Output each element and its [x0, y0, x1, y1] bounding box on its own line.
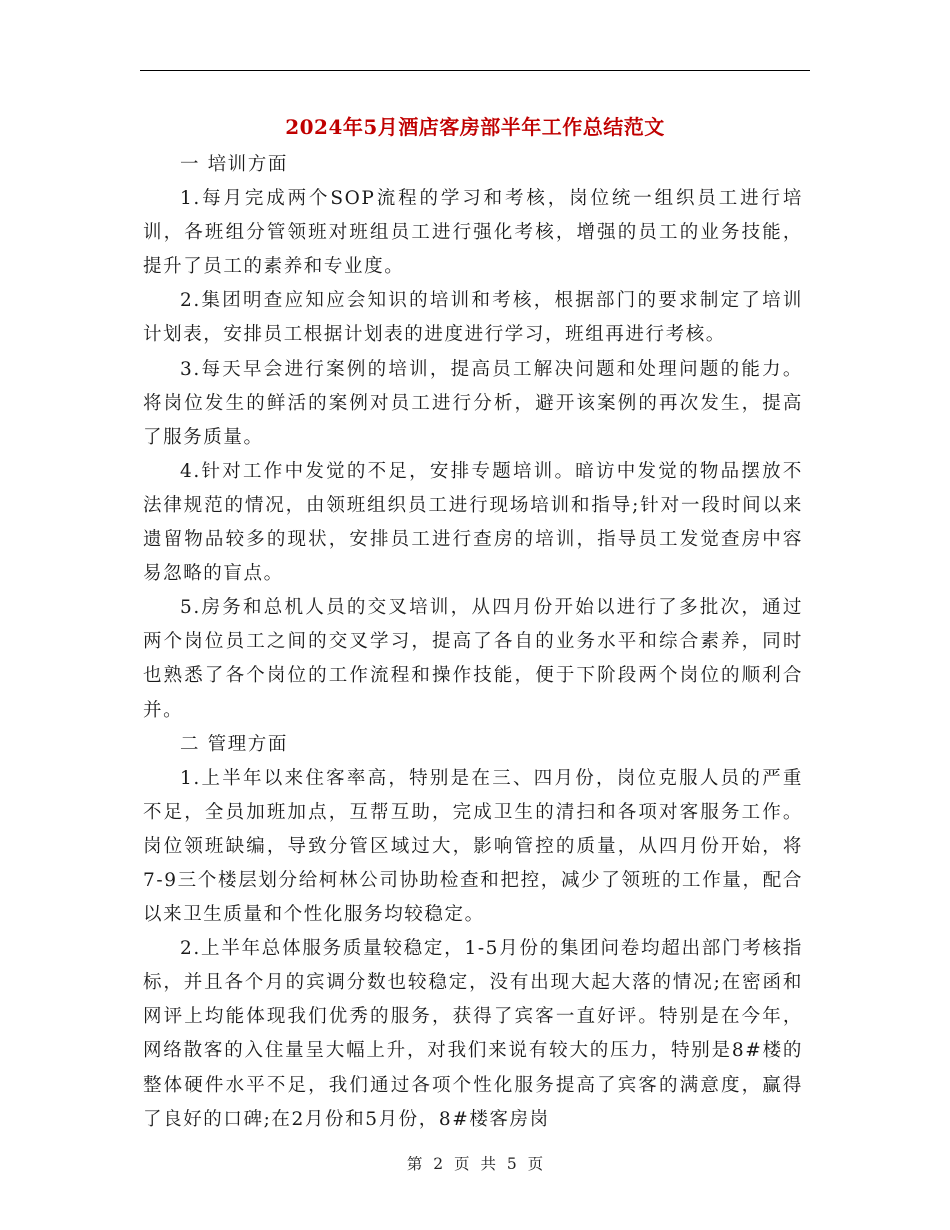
page-footer: 第 2 页 共 5 页 — [406, 1155, 544, 1173]
section-heading-training: 一 培训方面 — [180, 154, 288, 175]
section-heading-management: 二 管理方面 — [180, 733, 288, 755]
paragraph: 1.上半年以来住客率高，特别是在三、四月份，岗位克服人员的严重不足，全员加班加点，互帮互助，完成卫生的清扫和各项对客服务工作。岗位领班缺编，导致分管区域过大，影响管控的质量，从四月份开始，将7-9三个楼层划分给柯林公司协助检查和把控，减少了领班的工作量，配合以来卫生质量和个性化服务均较稳定。 — [143, 767, 803, 926]
paragraph: 3.每天早会进行案例的培训，提高员工解决问题和处理问题的能力。将岗位发生的鲜活的案例对员工进行分析，避开该案例的再次发生，提高了服务质量。 — [143, 358, 803, 448]
paragraph: 2.上半年总体服务质量较稳定，1-5月份的集团问卷均超出部门考核指标，并且各个月的宾调分数也较稳定，没有出现大起大落的情况;在密函和网评上均能体现我们优秀的服务，获得了宾客一直好评。特别是在今年，网络散客的入住量呈大幅上升，对我们来说有较大的压力，特别是8#楼的整体硬件水平不足，我们通过各项个性化服务提高了宾客的满意度，赢得了良好的口碑;在2月份和5月份，8#楼客房岗 — [143, 938, 803, 1130]
header-rule — [140, 70, 810, 71]
paragraph: 2.集团明查应知应会知识的培训和考核，根据部门的要求制定了培训计划表，安排员工根据计划表的进度进行学习，班组再进行考核。 — [143, 290, 803, 346]
paragraph: 5.房务和总机人员的交叉培训，从四月份开始以进行了多批次，通过两个岗位员工之间的交叉学习，提高了各自的业务水平和综合素养，同时也熟悉了各个岗位的工作流程和操作技能，便于下阶段两个岗位的顺利合并。 — [143, 597, 803, 721]
paragraph: 4.针对工作中发觉的不足，安排专题培训。暗访中发觉的物品摆放不法律规范的情况，由领班组织员工进行现场培训和指导;针对一段时间以来遗留物品较多的现状，安排员工进行查房的培训，指导员工发觉查房中容易忽略的盲点。 — [143, 460, 803, 585]
document-title: 2024年5月酒店客房部半年工作总结范文 — [285, 115, 665, 139]
paragraph: 1.每月完成两个SOP流程的学习和考核，岗位统一组织员工进行培训，各班组分管领班对班组员工进行强化考核，增强的员工的业务技能，提升了员工的素养和专业度。 — [143, 188, 803, 278]
document-body — [143, 148, 803, 1137]
